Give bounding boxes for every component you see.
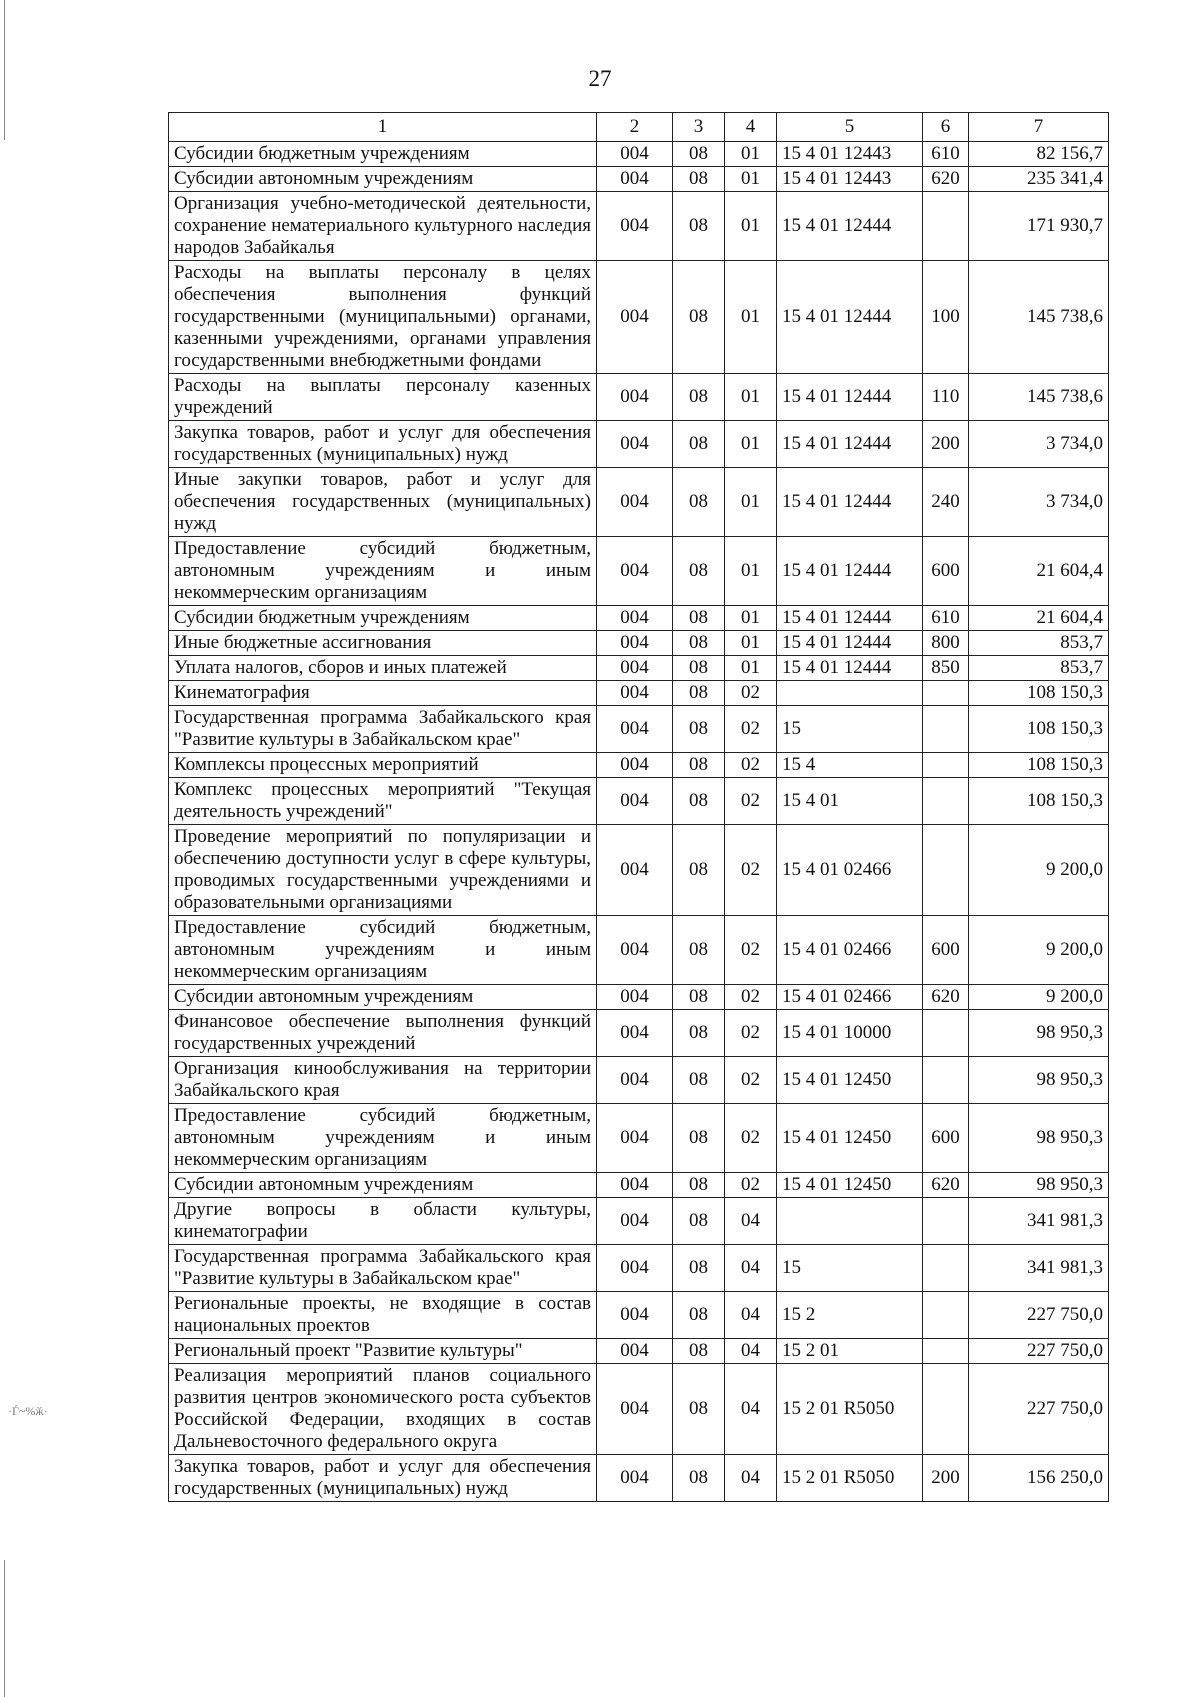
subsection-code-cell: 02 bbox=[725, 778, 777, 825]
section-code-cell: 08 bbox=[673, 1364, 725, 1455]
section-code-cell: 08 bbox=[673, 192, 725, 261]
table-row bbox=[169, 1245, 1109, 1292]
ministry-code-cell: 004 bbox=[597, 1198, 673, 1245]
expense-type-cell: 600 bbox=[923, 1104, 969, 1173]
ministry-code-cell: 004 bbox=[597, 916, 673, 985]
section-code-cell: 08 bbox=[673, 1245, 725, 1292]
ministry-code-cell: 004 bbox=[597, 421, 673, 468]
ministry-code-cell: 004 bbox=[597, 656, 673, 681]
ministry-code-cell: 004 bbox=[597, 1339, 673, 1364]
row-name-cell: Субсидии автономным учреждениям bbox=[169, 985, 597, 1010]
subsection-code-cell: 02 bbox=[725, 1173, 777, 1198]
row-name-cell: Субсидии автономным учреждениям bbox=[169, 1173, 597, 1198]
expense-type-cell bbox=[923, 825, 969, 916]
ministry-code-cell: 004 bbox=[597, 1245, 673, 1292]
target-article-cell: 15 4 01 12450 bbox=[777, 1104, 923, 1173]
target-article-cell: 15 4 01 02466 bbox=[777, 985, 923, 1010]
expense-type-cell bbox=[923, 1245, 969, 1292]
table-row bbox=[169, 468, 1109, 537]
expense-type-cell bbox=[923, 753, 969, 778]
subsection-code-cell: 02 bbox=[725, 753, 777, 778]
budget-table bbox=[168, 112, 1109, 1502]
section-code-cell: 08 bbox=[673, 825, 725, 916]
section-code-cell: 08 bbox=[673, 985, 725, 1010]
amount-cell: 227 750,0 bbox=[969, 1339, 1109, 1364]
row-name-cell: Государственная программа Забайкальского края "Развитие культуры в Забайкальском крае" bbox=[169, 1245, 597, 1292]
amount-cell: 108 150,3 bbox=[969, 706, 1109, 753]
amount-cell: 145 738,6 bbox=[969, 261, 1109, 374]
section-code-cell: 08 bbox=[673, 374, 725, 421]
amount-cell: 9 200,0 bbox=[969, 825, 1109, 916]
subsection-code-cell: 04 bbox=[725, 1245, 777, 1292]
target-article-cell: 15 4 01 12444 bbox=[777, 468, 923, 537]
section-code-cell: 08 bbox=[673, 681, 725, 706]
amount-cell: 156 250,0 bbox=[969, 1455, 1109, 1502]
row-name-cell: Организация кинообслуживания на территории Забайкальского края bbox=[169, 1057, 597, 1104]
table-row bbox=[169, 1339, 1109, 1364]
ministry-code-cell: 004 bbox=[597, 1173, 673, 1198]
header-cell: 5 bbox=[777, 113, 923, 142]
subsection-code-cell: 04 bbox=[725, 1455, 777, 1502]
expense-type-cell: 600 bbox=[923, 916, 969, 985]
subsection-code-cell: 01 bbox=[725, 537, 777, 606]
row-name-cell: Расходы на выплаты персоналу казенных учреждений bbox=[169, 374, 597, 421]
amount-cell: 227 750,0 bbox=[969, 1292, 1109, 1339]
row-name-cell: Иные закупки товаров, работ и услуг для обеспечения государственных (муниципальных) нужд bbox=[169, 468, 597, 537]
subsection-code-cell: 02 bbox=[725, 706, 777, 753]
row-name-cell: Предоставление субсидий бюджетным, автономным учреждениям и иным некоммерческим организациям bbox=[169, 537, 597, 606]
table-row bbox=[169, 631, 1109, 656]
target-article-cell: 15 4 01 12444 bbox=[777, 537, 923, 606]
ministry-code-cell: 004 bbox=[597, 1364, 673, 1455]
target-article-cell: 15 2 01 R5050 bbox=[777, 1455, 923, 1502]
section-code-cell: 08 bbox=[673, 261, 725, 374]
section-code-cell: 08 bbox=[673, 656, 725, 681]
table-row bbox=[169, 985, 1109, 1010]
target-article-cell: 15 bbox=[777, 706, 923, 753]
expense-type-cell: 600 bbox=[923, 537, 969, 606]
amount-cell: 98 950,3 bbox=[969, 1057, 1109, 1104]
ministry-code-cell: 004 bbox=[597, 167, 673, 192]
target-article-cell bbox=[777, 681, 923, 706]
target-article-cell: 15 4 01 12444 bbox=[777, 631, 923, 656]
expense-type-cell bbox=[923, 1339, 969, 1364]
page-number: 27 bbox=[588, 66, 612, 91]
expense-type-cell bbox=[923, 1057, 969, 1104]
target-article-cell: 15 4 01 12444 bbox=[777, 656, 923, 681]
expense-type-cell: 240 bbox=[923, 468, 969, 537]
ministry-code-cell: 004 bbox=[597, 753, 673, 778]
amount-cell: 235 341,4 bbox=[969, 167, 1109, 192]
target-article-cell bbox=[777, 1198, 923, 1245]
subsection-code-cell: 01 bbox=[725, 606, 777, 631]
subsection-code-cell: 01 bbox=[725, 374, 777, 421]
table-row bbox=[169, 1455, 1109, 1502]
target-article-cell: 15 4 01 02466 bbox=[777, 916, 923, 985]
table-row bbox=[169, 1057, 1109, 1104]
subsection-code-cell: 01 bbox=[725, 631, 777, 656]
row-name-cell: Реализация мероприятий планов социального развития центров экономического роста субъектов Российской Федерации, входящих в состав Дальневосточного федерального округа bbox=[169, 1364, 597, 1455]
header-cell: 3 bbox=[673, 113, 725, 142]
row-name-cell: Комплексы процессных мероприятий bbox=[169, 753, 597, 778]
expense-type-cell: 100 bbox=[923, 261, 969, 374]
row-name-cell: Субсидии бюджетным учреждениям bbox=[169, 606, 597, 631]
subsection-code-cell: 01 bbox=[725, 142, 777, 167]
row-name-cell: Комплекс процессных мероприятий "Текущая деятельность учреждений" bbox=[169, 778, 597, 825]
subsection-code-cell: 02 bbox=[725, 1010, 777, 1057]
expense-type-cell: 850 bbox=[923, 656, 969, 681]
ministry-code-cell: 004 bbox=[597, 706, 673, 753]
expense-type-cell: 620 bbox=[923, 167, 969, 192]
margin-scan-mark: ·Ѓ~%ӂ· bbox=[8, 1404, 48, 1418]
row-name-cell: Закупка товаров, работ и услуг для обеспечения государственных (муниципальных) нужд bbox=[169, 421, 597, 468]
header-cell: 2 bbox=[597, 113, 673, 142]
subsection-code-cell: 04 bbox=[725, 1339, 777, 1364]
section-code-cell: 08 bbox=[673, 631, 725, 656]
section-code-cell: 08 bbox=[673, 753, 725, 778]
table-row bbox=[169, 374, 1109, 421]
expense-type-cell bbox=[923, 706, 969, 753]
target-article-cell: 15 4 bbox=[777, 753, 923, 778]
table-row bbox=[169, 681, 1109, 706]
amount-cell: 108 150,3 bbox=[969, 681, 1109, 706]
amount-cell: 341 981,3 bbox=[969, 1245, 1109, 1292]
table-row bbox=[169, 421, 1109, 468]
subsection-code-cell: 01 bbox=[725, 468, 777, 537]
section-code-cell: 08 bbox=[673, 1339, 725, 1364]
row-name-cell: Расходы на выплаты персоналу в целях обеспечения выполнения функций государственными (муниципальными) органами, казенными учреждениями, органами управления государственными внебюджетными фондами bbox=[169, 261, 597, 374]
amount-cell: 3 734,0 bbox=[969, 468, 1109, 537]
amount-cell: 227 750,0 bbox=[969, 1364, 1109, 1455]
subsection-code-cell: 01 bbox=[725, 261, 777, 374]
amount-cell: 21 604,4 bbox=[969, 606, 1109, 631]
expense-type-cell bbox=[923, 192, 969, 261]
table-row bbox=[169, 706, 1109, 753]
ministry-code-cell: 004 bbox=[597, 1057, 673, 1104]
ministry-code-cell: 004 bbox=[597, 825, 673, 916]
subsection-code-cell: 01 bbox=[725, 656, 777, 681]
subsection-code-cell: 01 bbox=[725, 167, 777, 192]
target-article-cell: 15 4 01 10000 bbox=[777, 1010, 923, 1057]
ministry-code-cell: 004 bbox=[597, 192, 673, 261]
subsection-code-cell: 04 bbox=[725, 1198, 777, 1245]
expense-type-cell bbox=[923, 1010, 969, 1057]
target-article-cell: 15 4 01 12450 bbox=[777, 1057, 923, 1104]
ministry-code-cell: 004 bbox=[597, 631, 673, 656]
section-code-cell: 08 bbox=[673, 1455, 725, 1502]
amount-cell: 108 150,3 bbox=[969, 778, 1109, 825]
expense-type-cell bbox=[923, 1198, 969, 1245]
target-article-cell: 15 4 01 12443 bbox=[777, 167, 923, 192]
table-row bbox=[169, 1010, 1109, 1057]
amount-cell: 171 930,7 bbox=[969, 192, 1109, 261]
ministry-code-cell: 004 bbox=[597, 142, 673, 167]
target-article-cell: 15 4 01 12444 bbox=[777, 261, 923, 374]
row-name-cell: Другие вопросы в области культуры, кинематографии bbox=[169, 1198, 597, 1245]
section-code-cell: 08 bbox=[673, 916, 725, 985]
ministry-code-cell: 004 bbox=[597, 1292, 673, 1339]
amount-cell: 853,7 bbox=[969, 656, 1109, 681]
target-article-cell: 15 4 01 12443 bbox=[777, 142, 923, 167]
subsection-code-cell: 02 bbox=[725, 681, 777, 706]
target-article-cell: 15 4 01 12444 bbox=[777, 421, 923, 468]
amount-cell: 341 981,3 bbox=[969, 1198, 1109, 1245]
ministry-code-cell: 004 bbox=[597, 1010, 673, 1057]
section-code-cell: 08 bbox=[673, 706, 725, 753]
scan-edge-line bbox=[4, 0, 5, 140]
ministry-code-cell: 004 bbox=[597, 681, 673, 706]
ministry-code-cell: 004 bbox=[597, 985, 673, 1010]
target-article-cell: 15 bbox=[777, 1245, 923, 1292]
table-row bbox=[169, 261, 1109, 374]
subsection-code-cell: 01 bbox=[725, 421, 777, 468]
target-article-cell: 15 4 01 12450 bbox=[777, 1173, 923, 1198]
row-name-cell: Региональный проект "Развитие культуры" bbox=[169, 1339, 597, 1364]
section-code-cell: 08 bbox=[673, 606, 725, 631]
ministry-code-cell: 004 bbox=[597, 261, 673, 374]
subsection-code-cell: 01 bbox=[725, 192, 777, 261]
amount-cell: 9 200,0 bbox=[969, 985, 1109, 1010]
row-name-cell: Региональные проекты, не входящие в состав национальных проектов bbox=[169, 1292, 597, 1339]
section-code-cell: 08 bbox=[673, 421, 725, 468]
section-code-cell: 08 bbox=[673, 778, 725, 825]
ministry-code-cell: 004 bbox=[597, 1104, 673, 1173]
ministry-code-cell: 004 bbox=[597, 778, 673, 825]
section-code-cell: 08 bbox=[673, 1010, 725, 1057]
target-article-cell: 15 4 01 bbox=[777, 778, 923, 825]
target-article-cell: 15 2 01 bbox=[777, 1339, 923, 1364]
ministry-code-cell: 004 bbox=[597, 537, 673, 606]
amount-cell: 98 950,3 bbox=[969, 1173, 1109, 1198]
target-article-cell: 15 2 01 R5050 bbox=[777, 1364, 923, 1455]
table-row bbox=[169, 656, 1109, 681]
table-header-row bbox=[169, 113, 1109, 142]
section-code-cell: 08 bbox=[673, 142, 725, 167]
row-name-cell: Финансовое обеспечение выполнения функций государственных учреждений bbox=[169, 1010, 597, 1057]
table-row bbox=[169, 753, 1109, 778]
section-code-cell: 08 bbox=[673, 468, 725, 537]
table-row bbox=[169, 606, 1109, 631]
target-article-cell: 15 2 bbox=[777, 1292, 923, 1339]
subsection-code-cell: 04 bbox=[725, 1364, 777, 1455]
expense-type-cell: 200 bbox=[923, 1455, 969, 1502]
row-name-cell: Кинематография bbox=[169, 681, 597, 706]
section-code-cell: 08 bbox=[673, 1104, 725, 1173]
table-row bbox=[169, 1198, 1109, 1245]
expense-type-cell: 620 bbox=[923, 1173, 969, 1198]
table-row bbox=[169, 192, 1109, 261]
amount-cell: 98 950,3 bbox=[969, 1104, 1109, 1173]
ministry-code-cell: 004 bbox=[597, 606, 673, 631]
expense-type-cell: 610 bbox=[923, 606, 969, 631]
amount-cell: 3 734,0 bbox=[969, 421, 1109, 468]
row-name-cell: Проведение мероприятий по популяризации и обеспечению доступности услуг в сфере культуры, проводимых государственными учреждениями и образовательными организациями bbox=[169, 825, 597, 916]
amount-cell: 108 150,3 bbox=[969, 753, 1109, 778]
ministry-code-cell: 004 bbox=[597, 1455, 673, 1502]
subsection-code-cell: 02 bbox=[725, 985, 777, 1010]
section-code-cell: 08 bbox=[673, 537, 725, 606]
subsection-code-cell: 02 bbox=[725, 1104, 777, 1173]
table-row bbox=[169, 1104, 1109, 1173]
table-row bbox=[169, 825, 1109, 916]
target-article-cell: 15 4 01 12444 bbox=[777, 374, 923, 421]
table-row bbox=[169, 167, 1109, 192]
row-name-cell: Субсидии бюджетным учреждениям bbox=[169, 142, 597, 167]
target-article-cell: 15 4 01 12444 bbox=[777, 192, 923, 261]
expense-type-cell bbox=[923, 681, 969, 706]
section-code-cell: 08 bbox=[673, 1292, 725, 1339]
amount-cell: 21 604,4 bbox=[969, 537, 1109, 606]
expense-type-cell bbox=[923, 1292, 969, 1339]
target-article-cell: 15 4 01 12444 bbox=[777, 606, 923, 631]
table-row bbox=[169, 537, 1109, 606]
row-name-cell: Организация учебно-методической деятельности, сохранение нематериального культурного наследия народов Забайкалья bbox=[169, 192, 597, 261]
header-cell: 6 bbox=[923, 113, 969, 142]
section-code-cell: 08 bbox=[673, 1057, 725, 1104]
subsection-code-cell: 02 bbox=[725, 1057, 777, 1104]
expense-type-cell: 200 bbox=[923, 421, 969, 468]
row-name-cell: Предоставление субсидий бюджетным, автономным учреждениям и иным некоммерческим организациям bbox=[169, 1104, 597, 1173]
header-cell: 1 bbox=[169, 113, 597, 142]
row-name-cell: Предоставление субсидий бюджетным, автономным учреждениям и иным некоммерческим организациям bbox=[169, 916, 597, 985]
ministry-code-cell: 004 bbox=[597, 468, 673, 537]
row-name-cell: Государственная программа Забайкальского края "Развитие культуры в Забайкальском крае" bbox=[169, 706, 597, 753]
amount-cell: 145 738,6 bbox=[969, 374, 1109, 421]
amount-cell: 9 200,0 bbox=[969, 916, 1109, 985]
expense-type-cell: 800 bbox=[923, 631, 969, 656]
row-name-cell: Уплата налогов, сборов и иных платежей bbox=[169, 656, 597, 681]
subsection-code-cell: 04 bbox=[725, 1292, 777, 1339]
expense-type-cell: 110 bbox=[923, 374, 969, 421]
table-row bbox=[169, 916, 1109, 985]
table-row bbox=[169, 1173, 1109, 1198]
ministry-code-cell: 004 bbox=[597, 374, 673, 421]
amount-cell: 82 156,7 bbox=[969, 142, 1109, 167]
scan-edge-line bbox=[4, 1560, 5, 1697]
row-name-cell: Субсидии автономным учреждениям bbox=[169, 167, 597, 192]
table-row bbox=[169, 1364, 1109, 1455]
table-row bbox=[169, 778, 1109, 825]
table-row bbox=[169, 142, 1109, 167]
header-cell: 7 bbox=[969, 113, 1109, 142]
expense-type-cell: 610 bbox=[923, 142, 969, 167]
amount-cell: 853,7 bbox=[969, 631, 1109, 656]
subsection-code-cell: 02 bbox=[725, 825, 777, 916]
subsection-code-cell: 02 bbox=[725, 916, 777, 985]
section-code-cell: 08 bbox=[673, 1198, 725, 1245]
section-code-cell: 08 bbox=[673, 1173, 725, 1198]
expense-type-cell bbox=[923, 1364, 969, 1455]
header-cell: 4 bbox=[725, 113, 777, 142]
table-row bbox=[169, 1292, 1109, 1339]
section-code-cell: 08 bbox=[673, 167, 725, 192]
target-article-cell: 15 4 01 02466 bbox=[777, 825, 923, 916]
amount-cell: 98 950,3 bbox=[969, 1010, 1109, 1057]
row-name-cell: Иные бюджетные ассигнования bbox=[169, 631, 597, 656]
expense-type-cell: 620 bbox=[923, 985, 969, 1010]
row-name-cell: Закупка товаров, работ и услуг для обеспечения государственных (муниципальных) нужд bbox=[169, 1455, 597, 1502]
expense-type-cell bbox=[923, 778, 969, 825]
